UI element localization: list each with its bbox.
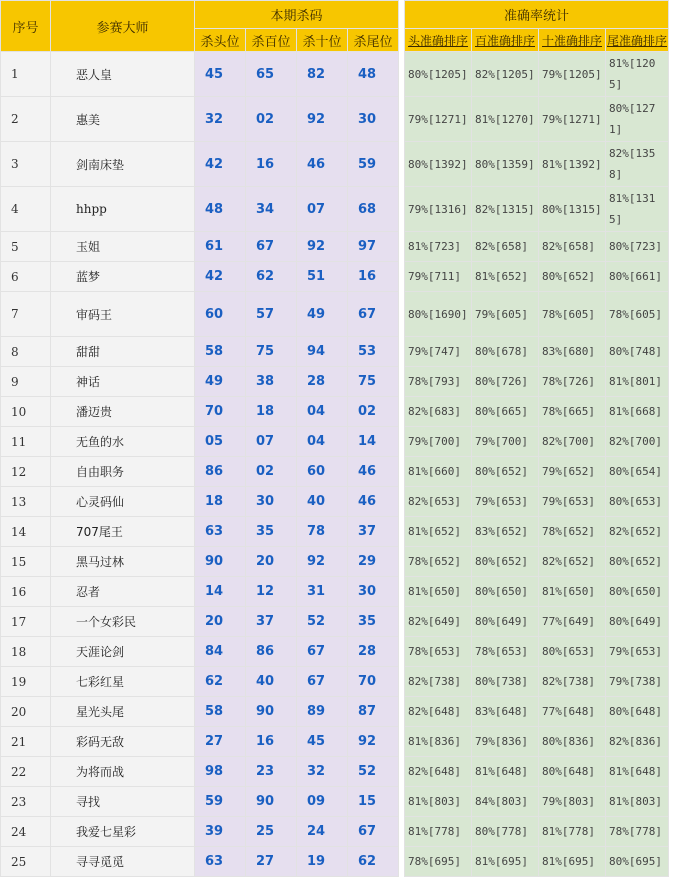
kill-tail-code: 52	[348, 757, 399, 787]
kill-hundreds-code: 86	[246, 637, 297, 667]
kill-hundreds-code: 67	[246, 232, 297, 262]
table-row	[1, 547, 669, 577]
master-name: 天涯论剑	[51, 637, 195, 667]
kill-tail-code: 62	[348, 847, 399, 877]
kill-tens-code: 45	[297, 727, 348, 757]
acc-tens-value: 80%[648]	[539, 757, 606, 787]
kill-tens-code: 28	[297, 367, 348, 397]
acc-head-value: 82%[683]	[405, 397, 472, 427]
kill-tens-code: 60	[297, 457, 348, 487]
acc-tail-value: 78%[778]	[606, 817, 669, 847]
acc-tens-value: 81%[1392]	[539, 142, 606, 187]
kill-tail-code: 46	[348, 457, 399, 487]
acc-hundreds-value: 80%[738]	[472, 667, 539, 697]
acc-tens-value: 81%[778]	[539, 817, 606, 847]
kill-tail-code: 02	[348, 397, 399, 427]
kill-hundreds-code: 35	[246, 517, 297, 547]
acc-tail-value: 80%[748]	[606, 337, 669, 367]
acc-tail-value: 82%[652]	[606, 517, 669, 547]
acc-tail-value: 81%[668]	[606, 397, 669, 427]
acc-head-value: 80%[1392]	[405, 142, 472, 187]
acc-hundreds-value: 79%[700]	[472, 427, 539, 457]
kill-head-code: 86	[195, 457, 246, 487]
acc-tens-value: 81%[650]	[539, 577, 606, 607]
kill-tens-code: 67	[297, 637, 348, 667]
master-name: 黑马过林	[51, 547, 195, 577]
table-row	[1, 262, 669, 292]
row-seq: 16	[1, 577, 51, 607]
kill-tens-code: 94	[297, 337, 348, 367]
kill-tens-code: 67	[297, 667, 348, 697]
acc-hundreds-value: 83%[648]	[472, 697, 539, 727]
row-seq: 9	[1, 367, 51, 397]
kill-tens-code: 31	[297, 577, 348, 607]
table-row	[1, 787, 669, 817]
acc-tail-value: 80%[695]	[606, 847, 669, 877]
acc-tens-value: 82%[700]	[539, 427, 606, 457]
kill-hundreds-code: 65	[246, 52, 297, 97]
row-seq: 10	[1, 397, 51, 427]
kill-tens-code: 92	[297, 97, 348, 142]
kill-head-code: 42	[195, 262, 246, 292]
table-row	[1, 517, 669, 547]
acc-head-value: 79%[1271]	[405, 97, 472, 142]
master-name: 审码王	[51, 292, 195, 337]
kill-tail-code: 28	[348, 637, 399, 667]
kill-tens-code: 92	[297, 232, 348, 262]
kill-hundreds-code: 27	[246, 847, 297, 877]
master-name: hhpp	[51, 187, 195, 232]
table-row	[1, 397, 669, 427]
kill-hundreds-code: 02	[246, 457, 297, 487]
acc-tens-value: 77%[649]	[539, 607, 606, 637]
acc-tail-value: 81%[648]	[606, 757, 669, 787]
kill-head-code: 61	[195, 232, 246, 262]
table-row	[1, 187, 669, 232]
acc-head-value: 78%[652]	[405, 547, 472, 577]
acc-tail-value: 80%[1271]	[606, 97, 669, 142]
acc-tail-value: 80%[648]	[606, 697, 669, 727]
kill-tail-code: 59	[348, 142, 399, 187]
acc-head-value: 78%[695]	[405, 847, 472, 877]
kill-head-code: 62	[195, 667, 246, 697]
master-name: 无鱼的水	[51, 427, 195, 457]
acc-tail-value: 79%[653]	[606, 637, 669, 667]
kill-head-code: 32	[195, 97, 246, 142]
master-name: 七彩红星	[51, 667, 195, 697]
row-seq: 15	[1, 547, 51, 577]
kill-tail-code: 70	[348, 667, 399, 697]
kill-head-code: 98	[195, 757, 246, 787]
table-row	[1, 52, 669, 97]
acc-hundreds-value: 80%[652]	[472, 547, 539, 577]
kill-hundreds-code: 02	[246, 97, 297, 142]
master-name: 寻寻觅觅	[51, 847, 195, 877]
acc-hundreds-value: 81%[652]	[472, 262, 539, 292]
kill-hundreds-code: 16	[246, 142, 297, 187]
kill-tens-code: 07	[297, 187, 348, 232]
kill-hundreds-code: 90	[246, 697, 297, 727]
kill-hundreds-code: 30	[246, 487, 297, 517]
kill-head-code: 45	[195, 52, 246, 97]
acc-tens-value: 79%[1205]	[539, 52, 606, 97]
acc-hundreds-value: 78%[653]	[472, 637, 539, 667]
table-row	[1, 292, 669, 337]
kill-tens-code: 09	[297, 787, 348, 817]
kill-head-code: 84	[195, 637, 246, 667]
kill-hundreds-code: 37	[246, 607, 297, 637]
table-row	[1, 97, 669, 142]
acc-hundreds-value: 82%[1205]	[472, 52, 539, 97]
kill-hundreds-code: 38	[246, 367, 297, 397]
table-row	[1, 337, 669, 367]
kill-head-code: 05	[195, 427, 246, 457]
acc-hundreds-value: 80%[649]	[472, 607, 539, 637]
master-name: 星光头尾	[51, 697, 195, 727]
master-name: 自由职务	[51, 457, 195, 487]
acc-head-value: 79%[700]	[405, 427, 472, 457]
acc-hundreds-value: 83%[652]	[472, 517, 539, 547]
row-seq: 14	[1, 517, 51, 547]
kill-head-code: 42	[195, 142, 246, 187]
row-seq: 12	[1, 457, 51, 487]
kill-tens-code: 46	[297, 142, 348, 187]
acc-tens-value: 77%[648]	[539, 697, 606, 727]
acc-head-value: 81%[723]	[405, 232, 472, 262]
acc-tens-value: 78%[652]	[539, 517, 606, 547]
acc-tens-value: 80%[653]	[539, 637, 606, 667]
acc-head-value: 80%[1205]	[405, 52, 472, 97]
acc-head-value: 81%[778]	[405, 817, 472, 847]
sort-tail-accuracy-link[interactable]: 尾准确排序	[606, 29, 669, 52]
table-row	[1, 697, 669, 727]
table-row	[1, 637, 669, 667]
acc-hundreds-value: 79%[605]	[472, 292, 539, 337]
kill-tail-code: 30	[348, 97, 399, 142]
acc-tail-value: 82%[700]	[606, 427, 669, 457]
kill-hundreds-code: 75	[246, 337, 297, 367]
sort-tens-accuracy-link[interactable]: 十准确排序	[539, 29, 606, 52]
acc-hundreds-value: 80%[726]	[472, 367, 539, 397]
kill-tail-code: 97	[348, 232, 399, 262]
acc-hundreds-value: 80%[652]	[472, 457, 539, 487]
kill-head-code: 63	[195, 847, 246, 877]
row-seq: 1	[1, 52, 51, 97]
master-name: 恶人皇	[51, 52, 195, 97]
subheader-kill-tens: 杀十位	[297, 29, 348, 52]
table-row	[1, 847, 669, 877]
kill-hundreds-code: 07	[246, 427, 297, 457]
table-row	[1, 142, 669, 187]
acc-tens-value: 82%[652]	[539, 547, 606, 577]
acc-tail-value: 81%[1315]	[606, 187, 669, 232]
acc-tens-value: 81%[695]	[539, 847, 606, 877]
kill-head-code: 20	[195, 607, 246, 637]
acc-head-value: 82%[738]	[405, 667, 472, 697]
master-name: 彩码无敌	[51, 727, 195, 757]
kill-tail-code: 35	[348, 607, 399, 637]
kill-hundreds-code: 18	[246, 397, 297, 427]
kill-tens-code: 04	[297, 397, 348, 427]
kill-tens-code: 19	[297, 847, 348, 877]
row-seq: 22	[1, 757, 51, 787]
table-row	[1, 727, 669, 757]
kill-hundreds-code: 40	[246, 667, 297, 697]
kill-tens-code: 82	[297, 52, 348, 97]
acc-hundreds-value: 80%[778]	[472, 817, 539, 847]
acc-tens-value: 79%[1271]	[539, 97, 606, 142]
acc-tail-value: 80%[654]	[606, 457, 669, 487]
kill-head-code: 49	[195, 367, 246, 397]
subheader-kill-head: 杀头位	[195, 29, 246, 52]
acc-tail-value: 80%[661]	[606, 262, 669, 292]
acc-tail-value: 80%[649]	[606, 607, 669, 637]
table-row	[1, 487, 669, 517]
acc-hundreds-value: 81%[1270]	[472, 97, 539, 142]
acc-hundreds-value: 80%[678]	[472, 337, 539, 367]
kill-hundreds-code: 20	[246, 547, 297, 577]
row-seq: 21	[1, 727, 51, 757]
row-seq: 24	[1, 817, 51, 847]
acc-hundreds-value: 80%[650]	[472, 577, 539, 607]
acc-head-value: 82%[653]	[405, 487, 472, 517]
kill-tens-code: 24	[297, 817, 348, 847]
kill-tail-code: 30	[348, 577, 399, 607]
kill-tail-code: 48	[348, 52, 399, 97]
row-seq: 8	[1, 337, 51, 367]
acc-tens-value: 79%[803]	[539, 787, 606, 817]
kill-tail-code: 53	[348, 337, 399, 367]
subheader-kill-hundreds: 杀百位	[246, 29, 297, 52]
master-name: 心灵码仙	[51, 487, 195, 517]
acc-tail-value: 80%[723]	[606, 232, 669, 262]
row-seq: 4	[1, 187, 51, 232]
acc-tail-value: 80%[652]	[606, 547, 669, 577]
header-kill-group: 本期杀码	[195, 1, 399, 29]
acc-tens-value: 80%[1315]	[539, 187, 606, 232]
master-name: 707尾王	[51, 517, 195, 547]
acc-head-value: 81%[652]	[405, 517, 472, 547]
acc-tail-value: 79%[738]	[606, 667, 669, 697]
acc-tail-value: 80%[653]	[606, 487, 669, 517]
kill-hundreds-code: 25	[246, 817, 297, 847]
acc-tail-value: 81%[803]	[606, 787, 669, 817]
acc-head-value: 78%[793]	[405, 367, 472, 397]
sort-hundreds-accuracy-link[interactable]: 百准确排序	[472, 29, 539, 52]
kill-hundreds-code: 23	[246, 757, 297, 787]
acc-tail-value: 80%[650]	[606, 577, 669, 607]
table-row	[1, 427, 669, 457]
kill-tail-code: 92	[348, 727, 399, 757]
master-name: 甜甜	[51, 337, 195, 367]
kill-hundreds-code: 62	[246, 262, 297, 292]
table-row	[1, 817, 669, 847]
kill-tens-code: 78	[297, 517, 348, 547]
table-row	[1, 367, 669, 397]
row-seq: 23	[1, 787, 51, 817]
kill-tail-code: 46	[348, 487, 399, 517]
kill-head-code: 18	[195, 487, 246, 517]
acc-tail-value: 78%[605]	[606, 292, 669, 337]
acc-tens-value: 80%[836]	[539, 727, 606, 757]
acc-tail-value: 81%[801]	[606, 367, 669, 397]
kill-tail-code: 37	[348, 517, 399, 547]
header-seq: 序号	[1, 1, 51, 52]
acc-tail-value: 81%[1205]	[606, 52, 669, 97]
master-name: 神话	[51, 367, 195, 397]
kill-head-code: 58	[195, 697, 246, 727]
kill-head-code: 14	[195, 577, 246, 607]
kill-tail-code: 14	[348, 427, 399, 457]
kill-tens-code: 49	[297, 292, 348, 337]
sort-head-accuracy-link[interactable]: 头准确排序	[405, 29, 472, 52]
acc-tail-value: 82%[836]	[606, 727, 669, 757]
acc-head-value: 80%[1690]	[405, 292, 472, 337]
kill-head-code: 90	[195, 547, 246, 577]
kill-tens-code: 04	[297, 427, 348, 457]
row-seq: 19	[1, 667, 51, 697]
table-row	[1, 232, 669, 262]
acc-tens-value: 78%[605]	[539, 292, 606, 337]
row-seq: 2	[1, 97, 51, 142]
acc-hundreds-value: 82%[1315]	[472, 187, 539, 232]
kill-tens-code: 52	[297, 607, 348, 637]
master-name: 玉姐	[51, 232, 195, 262]
acc-head-value: 82%[649]	[405, 607, 472, 637]
acc-hundreds-value: 81%[648]	[472, 757, 539, 787]
kill-hundreds-code: 12	[246, 577, 297, 607]
acc-tens-value: 83%[680]	[539, 337, 606, 367]
row-seq: 25	[1, 847, 51, 877]
table-row	[1, 577, 669, 607]
acc-head-value: 82%[648]	[405, 757, 472, 787]
kill-tail-code: 15	[348, 787, 399, 817]
acc-tens-value: 82%[738]	[539, 667, 606, 697]
acc-tens-value: 78%[665]	[539, 397, 606, 427]
acc-hundreds-value: 82%[658]	[472, 232, 539, 262]
acc-head-value: 79%[747]	[405, 337, 472, 367]
acc-hundreds-value: 80%[1359]	[472, 142, 539, 187]
master-name: 我爱七星彩	[51, 817, 195, 847]
acc-tens-value: 79%[652]	[539, 457, 606, 487]
acc-hundreds-value: 80%[665]	[472, 397, 539, 427]
kill-head-code: 27	[195, 727, 246, 757]
master-name: 蓝梦	[51, 262, 195, 292]
kill-tail-code: 75	[348, 367, 399, 397]
acc-tens-value: 78%[726]	[539, 367, 606, 397]
master-name: 忍者	[51, 577, 195, 607]
kill-tens-code: 89	[297, 697, 348, 727]
kill-head-code: 70	[195, 397, 246, 427]
row-seq: 3	[1, 142, 51, 187]
row-seq: 18	[1, 637, 51, 667]
row-seq: 13	[1, 487, 51, 517]
table-row	[1, 667, 669, 697]
header-master: 参赛大师	[51, 1, 195, 52]
acc-hundreds-value: 79%[653]	[472, 487, 539, 517]
acc-head-value: 82%[648]	[405, 697, 472, 727]
kill-tail-code: 67	[348, 817, 399, 847]
master-name: 寻找	[51, 787, 195, 817]
subheader-kill-tail: 杀尾位	[348, 29, 399, 52]
kill-head-code: 59	[195, 787, 246, 817]
acc-head-value: 81%[836]	[405, 727, 472, 757]
acc-tens-value: 80%[652]	[539, 262, 606, 292]
acc-tail-value: 82%[1358]	[606, 142, 669, 187]
row-seq: 6	[1, 262, 51, 292]
kill-tail-code: 29	[348, 547, 399, 577]
acc-head-value: 79%[711]	[405, 262, 472, 292]
acc-head-value: 78%[653]	[405, 637, 472, 667]
table-row	[1, 607, 669, 637]
kill-head-code: 48	[195, 187, 246, 232]
kill-tens-code: 40	[297, 487, 348, 517]
kill-hundreds-code: 90	[246, 787, 297, 817]
acc-hundreds-value: 79%[836]	[472, 727, 539, 757]
master-name: 潘迈贵	[51, 397, 195, 427]
kill-tail-code: 68	[348, 187, 399, 232]
acc-head-value: 81%[650]	[405, 577, 472, 607]
kill-hundreds-code: 16	[246, 727, 297, 757]
kill-tail-code: 87	[348, 697, 399, 727]
row-seq: 5	[1, 232, 51, 262]
acc-hundreds-value: 81%[695]	[472, 847, 539, 877]
kill-tail-code: 67	[348, 292, 399, 337]
master-name: 为将而战	[51, 757, 195, 787]
acc-hundreds-value: 84%[803]	[472, 787, 539, 817]
acc-head-value: 79%[1316]	[405, 187, 472, 232]
kill-tail-code: 16	[348, 262, 399, 292]
kill-head-code: 63	[195, 517, 246, 547]
row-seq: 17	[1, 607, 51, 637]
kill-tens-code: 51	[297, 262, 348, 292]
acc-head-value: 81%[803]	[405, 787, 472, 817]
acc-tens-value: 82%[658]	[539, 232, 606, 262]
kill-head-code: 39	[195, 817, 246, 847]
acc-head-value: 81%[660]	[405, 457, 472, 487]
row-seq: 11	[1, 427, 51, 457]
table-row	[1, 457, 669, 487]
row-seq: 7	[1, 292, 51, 337]
kill-hundreds-code: 34	[246, 187, 297, 232]
master-name: 惠美	[51, 97, 195, 142]
kill-hundreds-code: 57	[246, 292, 297, 337]
master-name: 剑南床垫	[51, 142, 195, 187]
master-name: 一个女彩民	[51, 607, 195, 637]
kill-tens-code: 92	[297, 547, 348, 577]
table-row	[1, 757, 669, 787]
row-seq: 20	[1, 697, 51, 727]
kill-tens-code: 32	[297, 757, 348, 787]
kill-head-code: 58	[195, 337, 246, 367]
kill-head-code: 60	[195, 292, 246, 337]
header-accuracy-group: 准确率统计	[405, 1, 669, 29]
acc-tens-value: 79%[653]	[539, 487, 606, 517]
